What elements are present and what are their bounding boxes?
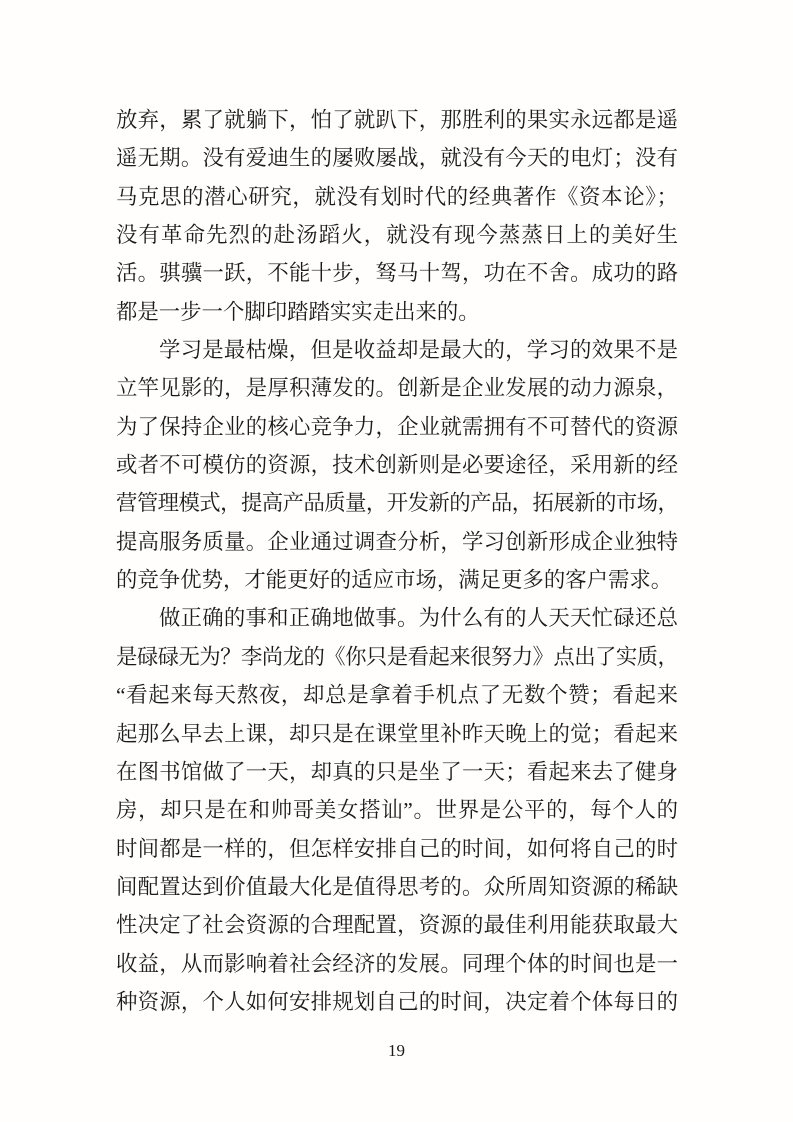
text-line: 的竞争优势，才能更好的适应市场，满足更多的客户需求。 [116,568,673,593]
text-line: 间配置达到价值最大化是值得思考的。众所周知资源的稀缺 [116,874,678,899]
text-line: 放弃，累了就躺下，怕了就趴下，那胜利的果实永远都是遥 [116,108,678,132]
text-line: 提高服务质量。企业通过调查分析，学习创新形成企业独特 [116,529,678,554]
text-line: “看起来每天熬夜，却总是拿着手机点了无数个赞；看起来 [116,683,678,708]
text-line: 在图书馆做了一天，却真的只是坐了一天；看起来去了健身 [116,759,678,784]
text-line: 立竿见影的，是厚积薄发的。创新是企业发展的动力源泉， [116,376,678,401]
text-line: 都是一步一个脚印踏踏实实走出来的。 [116,299,480,324]
text-line: 学习是最枯燥，但是收益却是最大的，学习的效果不是 [159,338,678,363]
text-line: 遥无期。没有爱迪生的屡败屡战，就没有今天的电灯；没有 [116,146,678,171]
text-line: 性决定了社会资源的合理配置，资源的最佳利用能获取最大 [116,913,678,938]
text-line: 或者不可模仿的资源，技术创新则是必要途径，采用新的经 [116,453,678,478]
text-line: 营管理模式，提高产品质量，开发新的产品，拓展新的市场， [116,491,678,516]
text-line: 没有革命先烈的赴汤蹈火，就没有现今蒸蒸日上的美好生 [116,223,678,248]
page-number: 19 [388,1041,405,1060]
text-line: 马克思的潜心研究，就没有划时代的经典著作《资本论》； [116,184,678,209]
text-line: 房，却只是在和帅哥美女搭讪”。世界是公平的，每个人的 [116,798,678,823]
text-line: 活。骐骥一跃，不能十步，驽马十驾，功在不舍。成功的路 [116,261,678,286]
text-line: 起那么早去上课，却只是在课堂里补昨天晚上的觉；看起来 [116,721,678,746]
text-line: 是碌碌无为？李尚龙的《你只是看起来很努力》点出了实质， [116,644,678,669]
text-line: 为了保持企业的核心竞争力，企业就需拥有不可替代的资源 [116,414,678,439]
text-line: 种资源，个人如何安排规划自己的时间，决定着个体每日的 [116,989,678,1014]
text-line: 做正确的事和正确地做事。为什么有的人天天忙碌还总 [159,606,678,631]
body-text [116,101,678,1021]
text-line: 收益，从而影响着社会经济的发展。同理个体的时间也是一 [116,951,678,976]
text-line: 时间都是一样的，但怎样安排自己的时间，如何将自己的时 [116,836,678,861]
